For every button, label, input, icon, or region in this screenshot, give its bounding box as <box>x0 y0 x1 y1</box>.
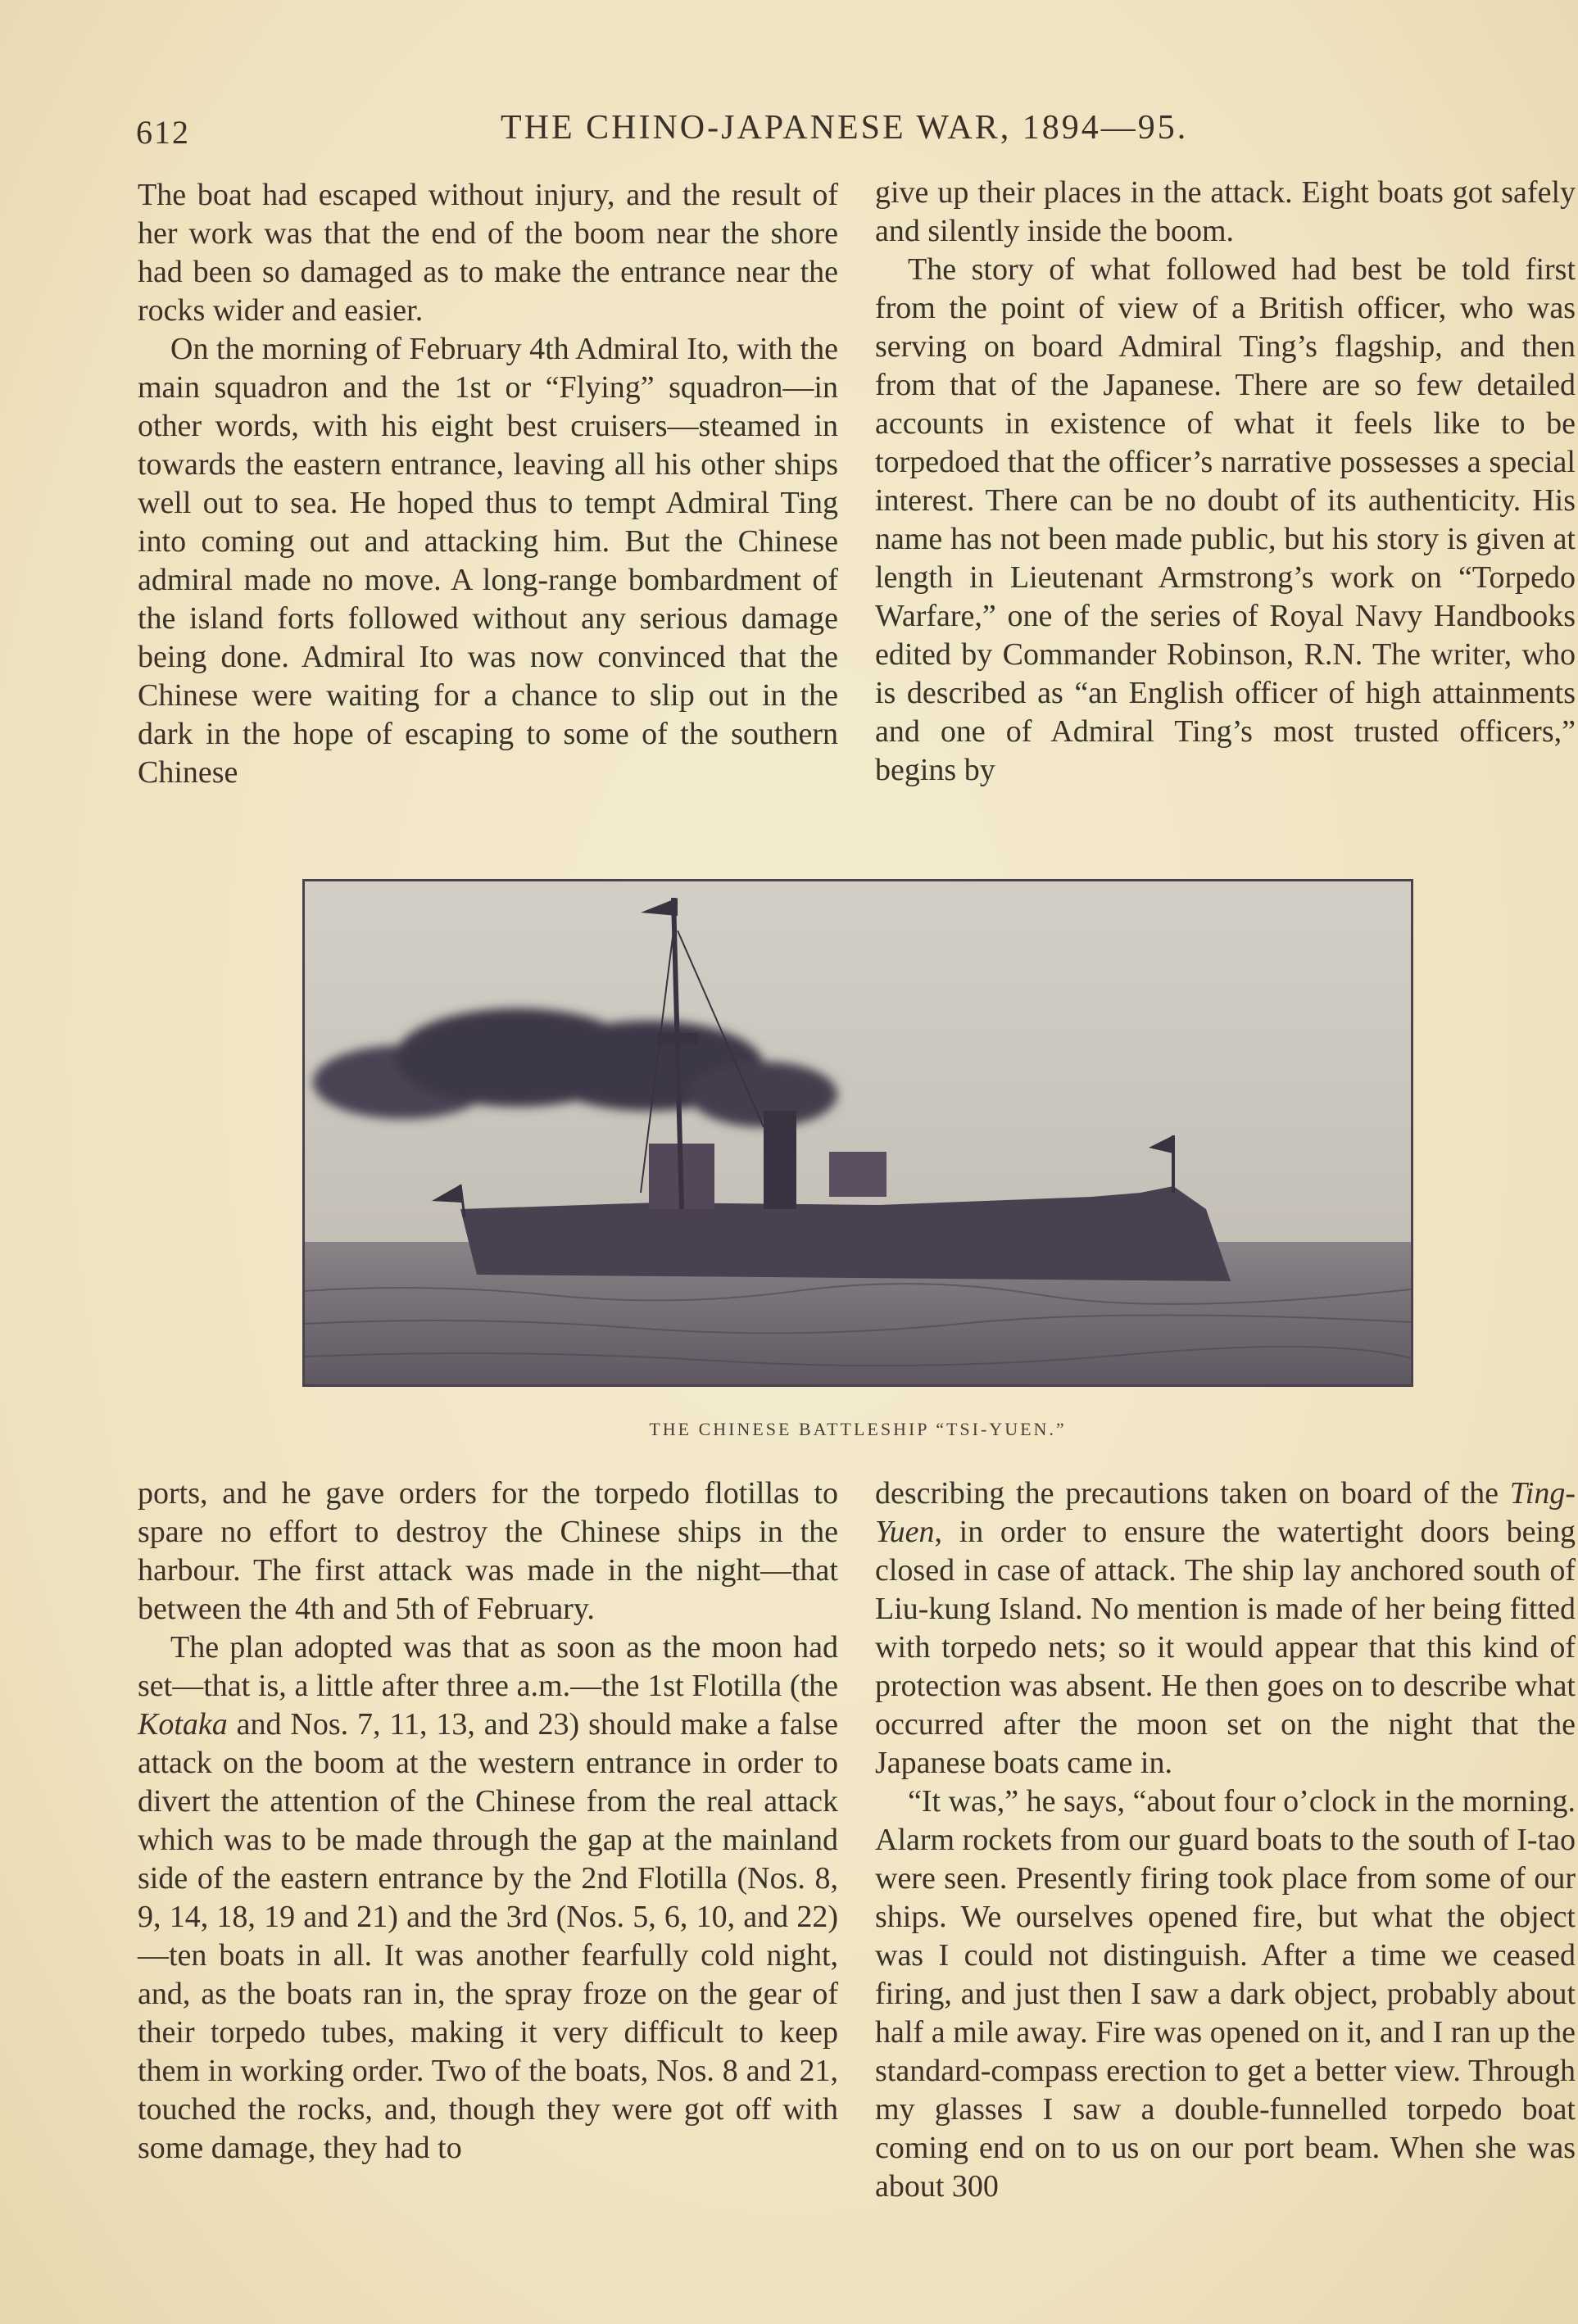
ship-engraving <box>305 881 1411 1384</box>
paragraph: The boat had escaped without injury, and the result of her work was that the end of the boom near the shore had been so damaged as to make the entrance near the rocks wider and easier. <box>138 178 838 328</box>
column-top-left <box>138 176 838 792</box>
paragraph: The story of what followed had best be told first from the point of view of a British officer, who was serving on board Admiral Ting’s flagship, and then from that of the Japanese. There are so few detailed accounts in existence of what it feels like to be torpedoed that the officer’s narrative possesses a special interest. There can be no doubt of its authenticity. His name has not been made public, but his story is given at length in Lieutenant Armstrong’s work on “Torpedo Warfare,” one of the series of Royal Navy Handbooks edited by Commander Robinson, R.N. The writer, who is described as “an English officer of high attainments and one of Admiral Ting’s most trusted officers,” begins by <box>875 252 1576 787</box>
ship-name: Kotaka <box>138 1707 228 1742</box>
paragraph <box>138 1629 838 2168</box>
paragraph: give up their places in the attack. Eight boats got safely and silently inside the boom. <box>875 175 1576 248</box>
paragraph: On the morning of February 4th Admiral Ito, with the main squadron and the 1st or “Flying” squadron—in other words, with his eight best cruisers—steamed in towards the eastern entrance, leaving all his other ships well out to sea. He hoped thus to tempt Admiral Ting into coming out and attacking him. But the Chinese admiral made no move. A long-range bombardment of the island forts followed without any serious damage being done. Admiral Ito was now convinced that the Chinese were waiting for a chance to slip out in the dark in the hope of escaping to some of the southern Chinese <box>138 332 838 790</box>
text-run: and Nos. 7, 11, 13, and 23) should make a false attack on the boom at the western entrance in order to divert the attention of the Chinese from the real attack which was to be made through the gap at the mainland side of the eastern entrance by the 2nd Flotilla (Nos. 8, 9, 14, 18, 19 and 21) and the 3rd (Nos. 5, 6, 10, and 22)—ten boats in all. It was another fearfully cold night, and, as the boats ran in, the spray froze on the gear of their torpedo tubes, making it very difficult to keep them in working order. Two of the boats, Nos. 8 and 21, touched the rocks, and, though they were got off with some damage, they had to <box>138 1707 838 2165</box>
paragraph: “It was,” he says, “about four o’clock in the morning. Alarm rockets from our guard boats to the south of I-tao were seen. Presently firing took place from some of our ships. We ourselves opened fire, but what the object was I could not distinguish. After a time we ceased firing, and just then I saw a dark object, probably about half a mile away. Fire was opened on it, and I ran up the standard-compass erection to get a better view. Through my glasses I saw a double-funnelled torpedo boat coming end on to us on our port beam. When she was about 300 <box>875 1784 1576 2204</box>
column-top-right <box>875 174 1576 790</box>
column-bottom-left <box>138 1475 838 2168</box>
text-run: The plan adopted was that as soon as the moon had set—that is, a little after three a.m.—the 1st Flotilla (the <box>138 1630 838 1703</box>
paragraph: ports, and he gave orders for the torpedo flotillas to spare no effort to destroy the Chinese ships in the harbour. The first attack was made in the night—that between the 4th and 5th of February. <box>138 1476 838 1626</box>
ship-name: Ting-Yuen <box>875 1476 1576 1549</box>
running-title: THE CHINO-JAPANESE WAR, 1894—95. <box>501 109 1189 147</box>
text-run: , in order to ensure the watertight doors being closed in case of attack. The ship lay anchored south of Liu-kung Island. No mention is made of her being fitted with torpedo nets; so it would appear that this kind of protection was absent. He then goes on to describe what occurred after the moon set on the night that the Japanese boats came in. <box>875 1515 1576 1780</box>
running-header <box>136 108 1562 154</box>
battleship-illustration <box>302 879 1413 1387</box>
figure-caption: THE CHINESE BATTLESHIP “TSI-YUEN.” <box>649 1419 1067 1439</box>
column-bottom-right <box>875 1475 1576 2206</box>
text-run: describing the precautions taken on board of the <box>875 1476 1510 1511</box>
paragraph <box>875 1475 1576 1783</box>
page-number: 612 <box>136 114 190 151</box>
